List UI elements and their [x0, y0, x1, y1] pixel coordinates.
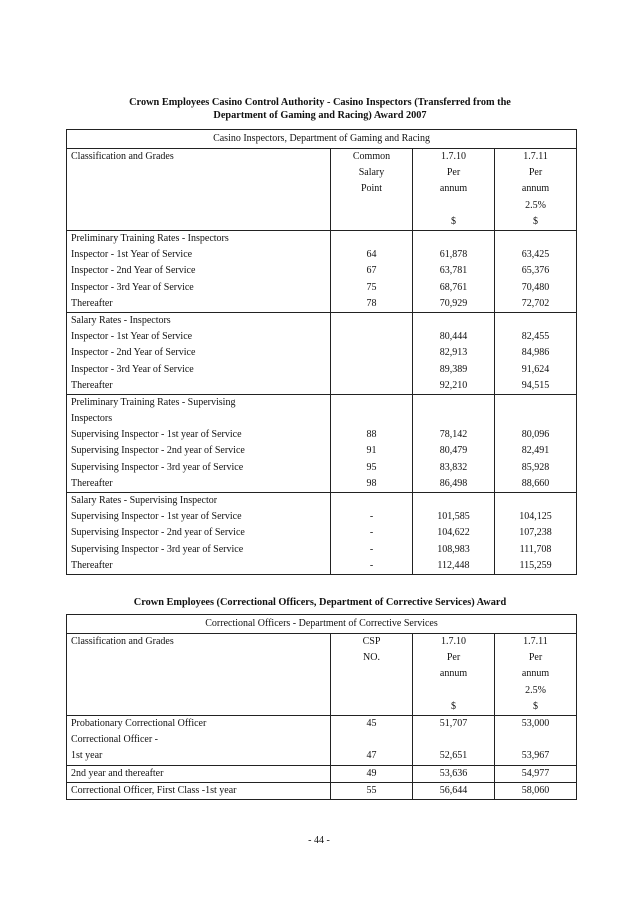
cell-line: Supervising Inspector - 2nd year of Service [71, 527, 245, 539]
header-cell-col3 [495, 634, 577, 716]
cell-line: Supervising Inspector - 3rd year of Service [71, 543, 244, 555]
header-classification-label: Classification and Grades [71, 151, 174, 162]
row-cell-rate2010 [413, 765, 495, 782]
cell-line: CSP [362, 636, 381, 647]
cell-line: - [369, 511, 374, 523]
cell-line: 70,480 [521, 281, 550, 293]
cell-line: 45 [366, 718, 377, 729]
row-cell-names [67, 782, 331, 799]
cell-line: Correctional Officer - [71, 734, 158, 746]
cell-line [331, 231, 412, 247]
cell-line: 1.7.11 [523, 636, 548, 647]
cell-line: Supervising Inspector - 1st year of Service [71, 429, 242, 441]
cell-line: 104,622 [437, 527, 470, 539]
row-cell-rate2011 [495, 312, 577, 394]
cell-line [413, 732, 494, 748]
row-cell-names [67, 231, 331, 313]
cell-line: Common [352, 151, 391, 162]
row-cell-names [67, 312, 331, 394]
cell-line: Per [446, 652, 461, 664]
cell-line: 82,491 [521, 445, 550, 457]
table-caption: Casino Inspectors, Department of Gaming and Racing [67, 130, 577, 149]
cell-line: Thereafter [71, 477, 113, 489]
cell-line: 112,448 [437, 559, 470, 571]
row-cell-rate2011 [495, 765, 577, 782]
row-cell-names [67, 765, 331, 782]
cell-line: 80,096 [521, 429, 550, 441]
cell-line [413, 231, 494, 247]
cell-line: 54,977 [521, 767, 550, 779]
cell-line [331, 732, 412, 748]
cell-line: 2nd year and thereafter [71, 767, 164, 779]
cell-line: $ [533, 215, 538, 227]
cell-line: Probationary Correctional Officer [71, 718, 207, 729]
cell-line: Supervising Inspector - 2nd year of Service [71, 445, 245, 457]
row-cell-points [331, 394, 413, 492]
cell-line: Inspector - 3rd Year of Service [71, 281, 194, 293]
cell-line [413, 411, 494, 427]
row-cell-points [331, 312, 413, 394]
award-title-2-line-1: Crown Employees (Correctional Officers, Department of Corrective Services) Award [133, 597, 507, 608]
cell-line: 88 [366, 429, 377, 441]
cell-line: 78,142 [439, 429, 468, 441]
award-title-1-line-2: Department of Gaming and Racing) Award 2007 [213, 110, 427, 121]
row-cell-rate2010 [413, 231, 495, 313]
row-cell-rate2010 [413, 394, 495, 492]
cell-line: Per [528, 652, 543, 664]
header-cell-col1 [331, 149, 413, 231]
cell-line: 64 [366, 249, 377, 261]
row-cell-points [331, 782, 413, 799]
cell-line [413, 493, 494, 509]
cell-line: Thereafter [71, 297, 113, 309]
cell-line [413, 313, 494, 329]
cell-line: 63,425 [521, 249, 550, 261]
cell-line: Supervising Inspector - 1st year of Service [71, 511, 242, 523]
cell-line [331, 362, 412, 378]
cell-line: - [369, 527, 374, 539]
cell-line: 107,238 [519, 527, 552, 539]
row-cell-rate2010 [413, 493, 495, 575]
cell-line: 82,913 [439, 347, 468, 359]
row-cell-points [331, 765, 413, 782]
cell-line: 85,928 [521, 461, 550, 473]
cell-line: Salary [358, 167, 385, 179]
cell-line: 80,444 [439, 331, 468, 343]
table-row [67, 716, 577, 766]
award-title-1-line-1: Crown Employees Casino Control Authority - Casino Inspectors (Transferred from the [129, 97, 511, 108]
cell-line [331, 345, 412, 361]
cell-line: 1.7.10 [441, 636, 466, 647]
cell-line: 49 [366, 767, 377, 779]
cell-line: Thereafter [71, 559, 113, 571]
cell-line [331, 378, 412, 394]
cell-line [331, 313, 412, 329]
cell-line [495, 732, 576, 748]
header-cell-col1 [331, 634, 413, 716]
cell-line: Supervising Inspector - 3rd year of Service [71, 461, 244, 473]
cell-line: 2.5% [525, 199, 546, 211]
cell-line: 53,636 [439, 767, 468, 779]
table-row [67, 231, 577, 313]
header-classification [67, 634, 331, 716]
table-row [67, 394, 577, 492]
cell-line: 52,651 [439, 750, 468, 762]
row-cell-names [67, 394, 331, 492]
cell-line: 56,644 [439, 784, 468, 796]
cell-line: 98 [366, 477, 377, 489]
cell-line: 58,060 [521, 784, 550, 796]
cell-line: Inspector - 2nd Year of Service [71, 265, 196, 277]
cell-line [413, 395, 494, 411]
row-cell-rate2010 [413, 782, 495, 799]
cell-line: NO. [363, 652, 380, 664]
cell-line: 82,455 [521, 331, 550, 343]
cell-line: Thereafter [71, 379, 113, 391]
header-classification [67, 149, 331, 231]
cell-line: 53,967 [521, 750, 550, 762]
cell-line: Inspector - 2nd Year of Service [71, 347, 196, 359]
header-cell-col2 [413, 634, 495, 716]
award-title-1 [60, 96, 580, 122]
cell-line [331, 493, 412, 509]
cell-line: Inspector - 1st Year of Service [71, 249, 193, 261]
row-cell-names [67, 716, 331, 766]
award-title-2 [60, 596, 580, 609]
cell-line: Salary Rates - Inspectors [71, 314, 171, 326]
cell-line: 55 [366, 784, 377, 796]
cell-line: 72,702 [521, 297, 550, 309]
table-row [67, 765, 577, 782]
cell-line: 88,660 [521, 477, 550, 489]
cell-line: 63,781 [439, 265, 468, 277]
cell-line [413, 683, 494, 699]
cell-line: 92,210 [439, 379, 468, 391]
cell-line [495, 493, 576, 509]
table-header-row [67, 634, 577, 716]
cell-line: Inspector - 3rd Year of Service [71, 363, 194, 375]
cell-line: $ [451, 215, 456, 227]
cell-line: 70,929 [439, 297, 468, 309]
cell-line: 86,498 [439, 477, 468, 489]
cell-line: Per [528, 167, 543, 179]
table-caption: Correctional Officers - Department of Corrective Services [67, 615, 577, 634]
cell-line: $ [451, 700, 456, 712]
cell-line [495, 411, 576, 427]
row-cell-rate2011 [495, 231, 577, 313]
cell-line: 2.5% [525, 684, 546, 696]
table-row [67, 493, 577, 575]
row-cell-rate2011 [495, 493, 577, 575]
cell-line: annum [521, 668, 550, 680]
cell-line: 80,479 [439, 445, 468, 457]
cell-line: Inspectors [71, 413, 113, 425]
cell-line: 1.7.11 [523, 151, 548, 162]
cell-line: 89,389 [439, 363, 468, 375]
cell-line: 91 [366, 445, 377, 457]
cell-line [331, 411, 412, 427]
cell-line: - [369, 543, 374, 555]
row-cell-points [331, 716, 413, 766]
cell-line: 67 [366, 265, 377, 277]
cell-line: Point [360, 183, 383, 195]
cell-line: 61,878 [439, 249, 468, 261]
cell-line [413, 198, 494, 214]
casino-inspectors-table [66, 129, 577, 575]
cell-line: 68,761 [439, 281, 468, 293]
cell-line: Salary Rates - Supervising Inspector [71, 495, 218, 506]
cell-line [495, 231, 576, 247]
cell-line [495, 395, 576, 411]
cell-line: 108,983 [437, 543, 470, 555]
row-cell-names [67, 493, 331, 575]
cell-line: Per [446, 167, 461, 179]
cell-line: annum [439, 183, 468, 195]
cell-line [495, 313, 576, 329]
row-cell-rate2010 [413, 312, 495, 394]
cell-line: annum [439, 668, 468, 680]
header-cell-col2 [413, 149, 495, 231]
row-cell-rate2011 [495, 394, 577, 492]
correctional-officers-table [66, 614, 577, 800]
table-header-row [67, 149, 577, 231]
cell-line: 95 [366, 461, 377, 473]
cell-line [331, 329, 412, 345]
row-cell-rate2010 [413, 716, 495, 766]
cell-line [331, 395, 412, 411]
cell-line: 53,000 [521, 718, 550, 729]
cell-line: 47 [366, 750, 377, 762]
cell-line: 1.7.10 [441, 151, 466, 162]
cell-line: 78 [366, 297, 377, 309]
row-cell-rate2011 [495, 716, 577, 766]
table-row [67, 312, 577, 394]
cell-line: 111,708 [519, 543, 552, 555]
cell-line: 83,832 [439, 461, 468, 473]
cell-line: 1st year [71, 750, 103, 762]
cell-line: 101,585 [437, 511, 470, 523]
cell-line: Inspector - 1st Year of Service [71, 331, 193, 343]
row-cell-points [331, 231, 413, 313]
cell-line: 84,986 [521, 347, 550, 359]
cell-line: 75 [366, 281, 377, 293]
cell-line: Preliminary Training Rates - Inspectors [71, 233, 229, 244]
cell-line: 115,259 [519, 559, 552, 571]
cell-line: 51,707 [439, 718, 468, 729]
row-cell-rate2011 [495, 782, 577, 799]
table-row [67, 782, 577, 799]
cell-line: annum [521, 183, 550, 195]
cell-line: Preliminary Training Rates - Supervising [71, 396, 236, 408]
cell-line: 104,125 [519, 511, 552, 523]
header-cell-col3 [495, 149, 577, 231]
cell-line: 91,624 [521, 363, 550, 375]
header-classification-label: Classification and Grades [71, 636, 174, 647]
cell-line: 94,515 [521, 379, 550, 391]
cell-line: - [369, 559, 374, 571]
row-cell-points [331, 493, 413, 575]
cell-line: 65,376 [521, 265, 550, 277]
cell-line: Correctional Officer, First Class -1st year [71, 784, 237, 796]
page-number: - 44 - [308, 835, 330, 846]
cell-line: $ [533, 700, 538, 712]
